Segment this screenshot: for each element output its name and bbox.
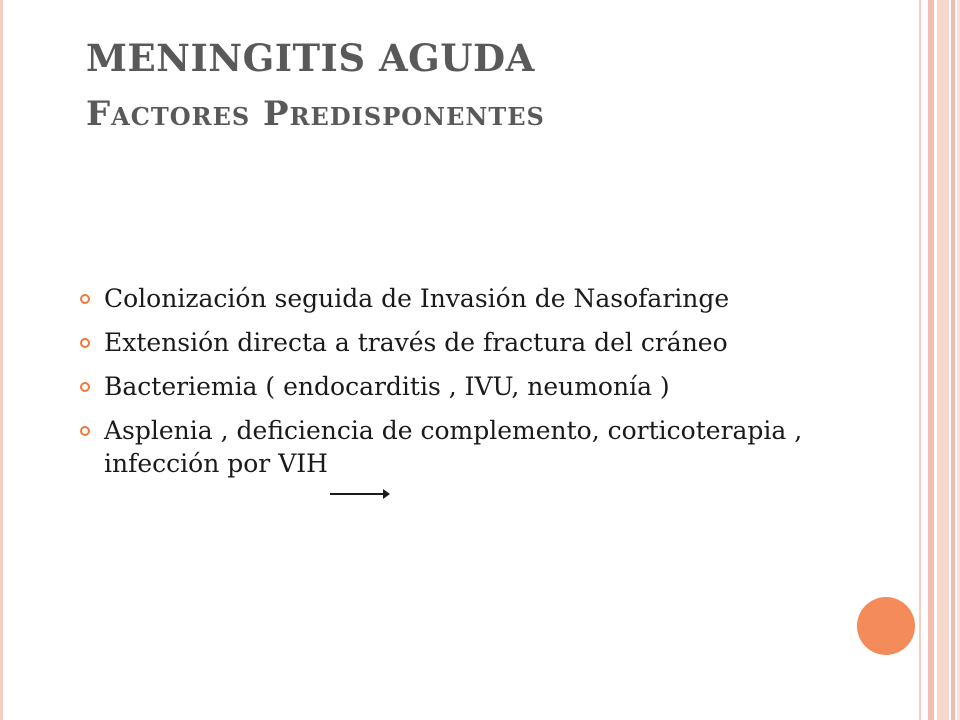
circle-bullet-icon — [80, 294, 90, 304]
bullet-item — [80, 326, 860, 359]
circle-bullet-icon — [80, 426, 90, 436]
orange-circle-decoration — [857, 597, 915, 655]
bullet-text: Bacteriemia ( endocarditis , IVU, neumonía ) — [104, 372, 670, 401]
bullet-text: Extensión directa a través de fractura del cráneo — [104, 328, 728, 357]
left-border-line — [0, 0, 3, 720]
bullet-text: Asplenia , deficiencia de complemento, corticoterapia , infección por VIH — [104, 416, 803, 478]
bullet-item — [80, 414, 860, 480]
circle-bullet-icon — [80, 338, 90, 348]
circle-bullet-icon — [80, 382, 90, 392]
right-stripe-2 — [928, 0, 934, 720]
right-stripe-3 — [937, 0, 949, 720]
arrow-icon — [330, 493, 388, 495]
title-subtitle: Factores Predisponentes — [86, 94, 545, 134]
right-stripe-4 — [951, 0, 955, 720]
bullet-text: Colonización seguida de Invasión de Nasofaringe — [104, 284, 730, 313]
bullet-item — [80, 370, 860, 403]
bullet-item — [80, 282, 860, 315]
title-main: MENINGITIS AGUDA — [86, 36, 535, 80]
bullet-list — [80, 282, 860, 491]
slide-title — [86, 36, 545, 134]
right-stripe-1 — [919, 0, 921, 720]
